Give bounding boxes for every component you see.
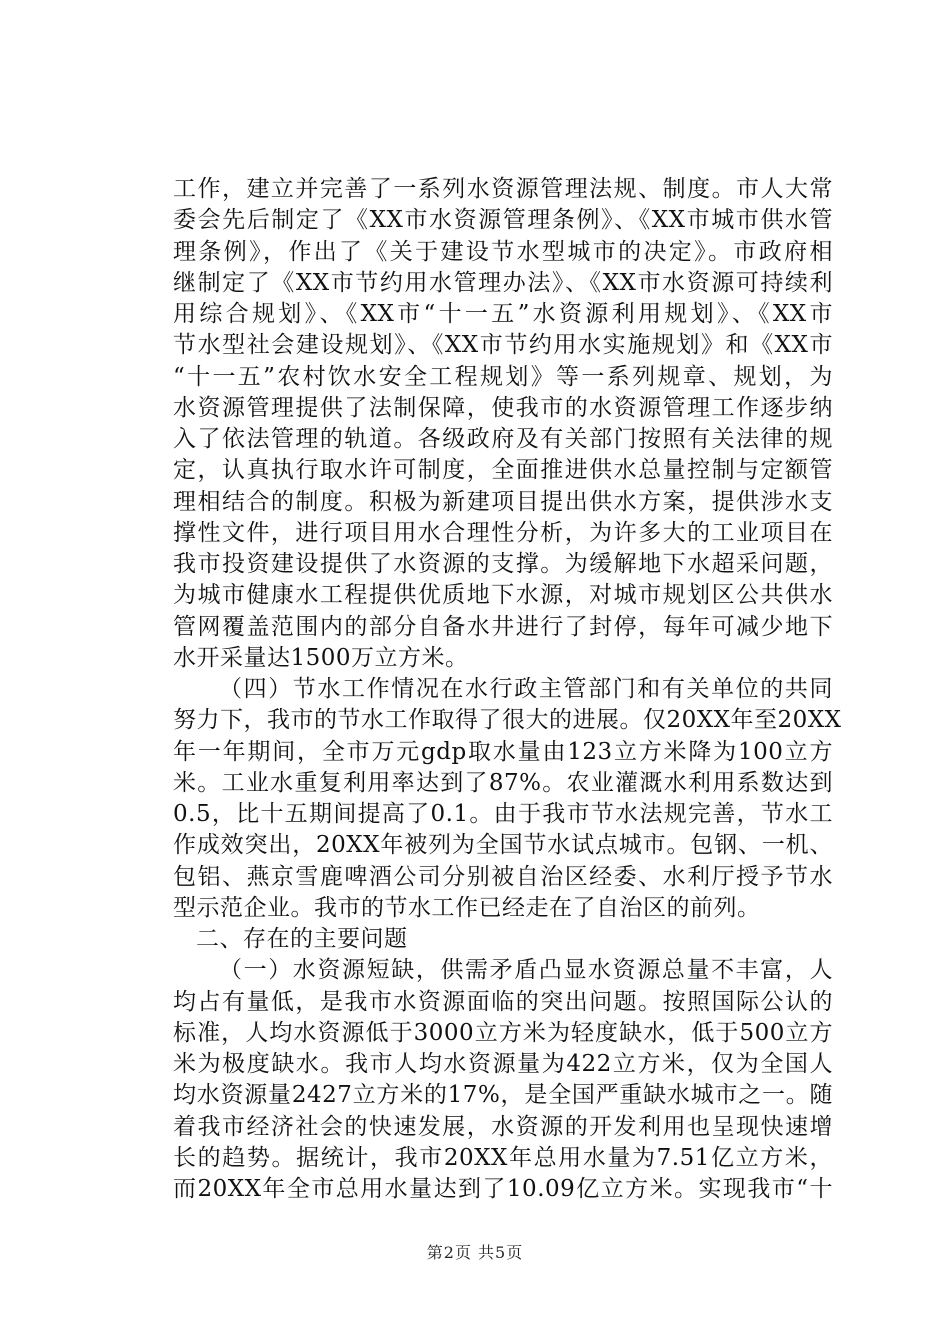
text-line: 包铝、燕京雪鹿啤酒公司分别被自治区经委、水利厅授予节水 [173, 863, 833, 890]
text-line: 努力下，我市的节水工作取得了很大的进展。仅20XX年至20XX [173, 707, 842, 734]
text-line: 米。工业水重复利用率达到了87%。农业灌溉水利用系数达到 [173, 769, 833, 796]
section-heading: 二、存在的主要问题 [196, 926, 408, 952]
text-line: 理条例》，作出了《关于建设节水型城市的决定》。市政府相 [173, 238, 833, 265]
text-line: 工作，建立并完善了一系列水资源管理法规、制度。市人大常 [173, 176, 833, 202]
text-line: 而20XX年全市总用水量达到了10.09亿立方米。实现我市“十 [173, 1176, 833, 1202]
text-line: 理相结合的制度。积极为新建项目提出供水方案，提供涉水支 [173, 488, 833, 515]
text-line: 节水型社会建设规划》、《XX市节约用水实施规划》和《XX市 [173, 332, 833, 359]
text-line: 为城市健康水工程提供优质地下水源，对城市规划区公共供水 [173, 582, 833, 609]
text-line: 0.5，比十五期间提高了0.1。由于我市节水法规完善，节水工 [173, 801, 833, 827]
text-line: （四）节水工作情况在水行政主管部门和有关单位的共同 [219, 676, 833, 702]
text-line: 我市投资建设提供了水资源的支撑。为缓解地下水超采问题， [173, 551, 833, 577]
text-line: 型示范企业。我市的节水工作已经走在了自治区的前列。 [173, 894, 761, 921]
text-line: 均占有量低，是我市水资源面临的突出问题。按照国际公认的 [173, 988, 833, 1015]
text-line: 入了依法管理的轨道。各级政府及有关部门按照有关法律的规 [173, 426, 833, 452]
text-line: 撑性文件，进行项目用水合理性分析，为许多大的工业项目在 [173, 519, 833, 546]
document-body [173, 174, 842, 1205]
text-line: 均水资源量2427立方米的17%，是全国严重缺水城市之一。随 [173, 1082, 833, 1109]
text-line: 定，认真执行取水许可制度，全面推进供水总量控制与定额管 [173, 457, 833, 484]
text-line: 米为极度缺水。我市人均水资源量为422立方米，仅为全国人 [173, 1051, 833, 1077]
text-line: 标准，人均水资源低于3000立方米为轻度缺水，低于500立方 [173, 1019, 833, 1046]
text-line: 继制定了《XX市节约用水管理办法》、《XX市水资源可持续利 [173, 269, 833, 296]
text-line: 作成效突出，20XX年被列为全国节水试点城市。包钢、一机、 [173, 832, 833, 859]
text-line: 年一年期间，全市万元gdp取水量由123立方米降为100立方 [173, 738, 833, 765]
text-line: 着我市经济社会的快速发展，水资源的开发利用也呈现快速增 [173, 1113, 833, 1140]
text-line: 委会先后制定了《XX市水资源管理条例》、《XX市城市供水管 [173, 207, 833, 234]
text-line: （一）水资源短缺，供需矛盾凸显水资源总量不丰富，人 [219, 957, 833, 984]
page-number: 第2页 共5页 [426, 1243, 524, 1262]
text-line: 水资源管理提供了法制保障，使我市的水资源管理工作逐步纳 [173, 394, 833, 421]
text-line: 长的趋势。据统计，我市20XX年总用水量为7.51亿立方米， [173, 1144, 833, 1171]
text-line: “十一五”农村饮水安全工程规划》等一系列规章、规划，为 [173, 363, 833, 390]
text-line: 用综合规划》、《XX市“十一五”水资源利用规划》、《XX市 [173, 301, 833, 327]
text-line: 水开采量达1500万立方米。 [173, 644, 469, 671]
text-line: 管网覆盖范围内的部分自备水井进行了封停，每年可减少地下 [173, 613, 833, 640]
